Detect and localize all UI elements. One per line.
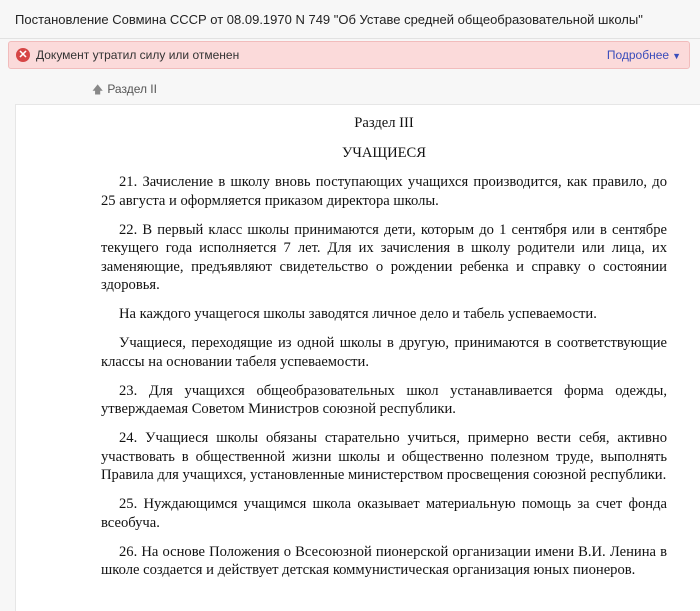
close-circle-icon: ✕ [16, 48, 30, 62]
chevron-down-icon: ▼ [672, 51, 681, 61]
document-content [101, 111, 667, 590]
alert-text: Документ утратил силу или отменен [36, 48, 240, 62]
prev-section-label: Раздел II [107, 82, 157, 96]
paragraph: 25. Нуждающимся учащимся школа оказывает материальную помощь за счет фонда всеобуча. [101, 496, 667, 531]
status-alert [8, 41, 690, 69]
paragraph: 22. В первый класс школы принимаются дети, которым до 1 сентября или в сентябре текущего года исполняется 7 лет. Для их зачисления в школу родители или лица, их заменяющие, предъявляют свидетельство о рождении ребенка и справку о состоянии здоровья. [101, 221, 667, 293]
paragraph: 26. На основе Положения о Всесоюзной пионерской организации имени В.И. Ленина в школе создается и действует детская коммунистическая организация юных пионеров. [101, 543, 667, 578]
document-body [15, 104, 700, 611]
section-nav [0, 73, 700, 103]
paragraph: 21. Зачисление в школу вновь поступающих учащихся производится, как правило, до 25 августа и оформляется приказом директора школы. [101, 174, 667, 209]
paragraph: На каждого учащегося школы заводятся личное дело и табель успеваемости. [119, 306, 597, 322]
document-title: Постановление Совмина СССР от 08.09.1970 N 749 "Об Уставе средней общеобразовательной школы" [15, 12, 643, 27]
paragraph: 23. Для учащихся общеобразовательных школ устанавливается форма одежды, утверждаемая Советом Министров союзной республики. [101, 382, 667, 417]
section-subtitle: УЧАЩИЕСЯ [342, 144, 426, 161]
arrow-up-icon: 🡅 [92, 84, 104, 96]
paragraph: 24. Учащиеся школы обязаны старательно учиться, примерно вести себя, активно участвовать в общественной жизни школы и общественно полезном труде, выполнять Правила для учащихся, установленные министерством просвещения союзной республики. [101, 430, 667, 483]
prev-section-link[interactable] [92, 81, 157, 100]
title-bar [0, 0, 700, 39]
more-details-link[interactable] [607, 48, 681, 62]
section-title: Раздел III [354, 115, 414, 131]
paragraph: Учащиеся, переходящие из одной школы в другую, принимаются в соответствующие классы на основании табеля успеваемости. [101, 335, 667, 370]
more-details-label: Подробнее [606, 48, 670, 62]
